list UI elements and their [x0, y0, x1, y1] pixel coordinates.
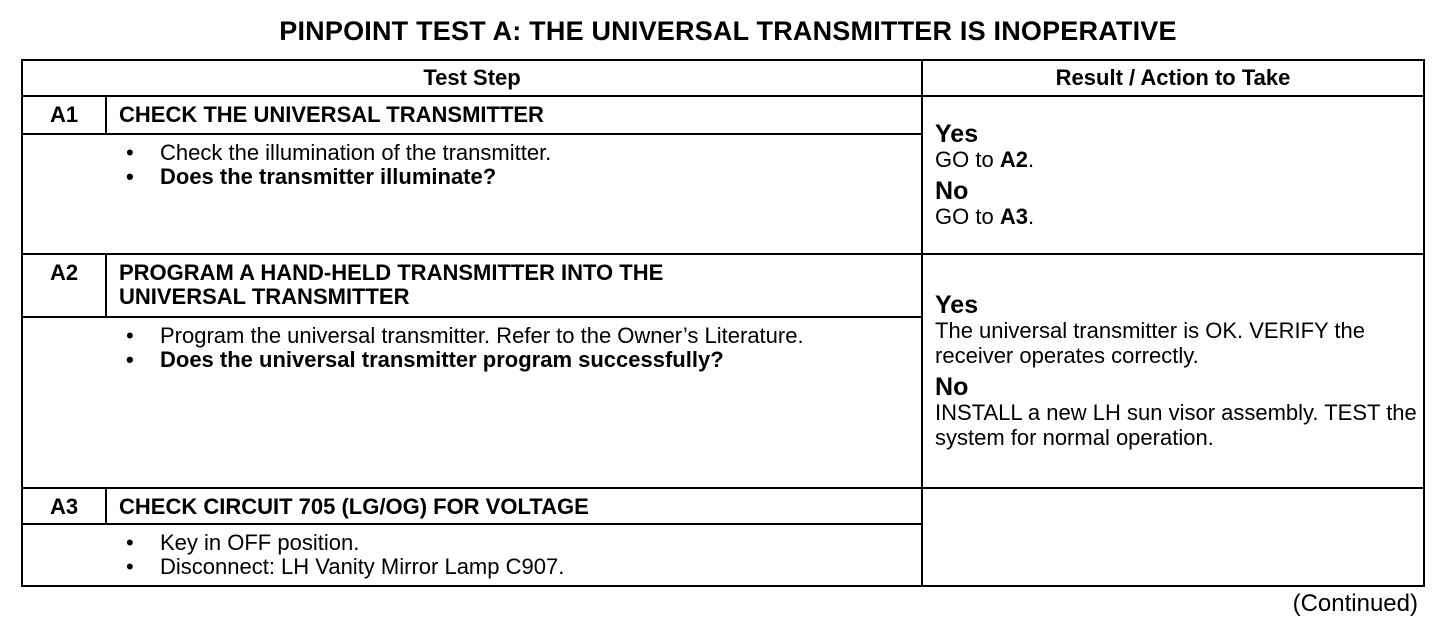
- step-title-row: [22, 488, 1424, 524]
- step-title: PROGRAM A HAND-HELD TRANSMITTER INTO THE UNIVERSAL TRANSMITTER: [106, 254, 922, 317]
- step-title-row: [22, 254, 1424, 317]
- bullet-list: [126, 141, 921, 189]
- bullet-question: • Does the universal transmitter program successfully?: [126, 348, 821, 372]
- yes-label: Yes: [935, 291, 979, 319]
- pinpoint-test-table: [21, 59, 1425, 587]
- step-id: A3: [22, 488, 106, 524]
- step-ref: A3: [999, 204, 1028, 229]
- bullet-list: [126, 531, 921, 579]
- no-label: No: [935, 373, 969, 401]
- result-cell: [922, 96, 1424, 254]
- step-body: [106, 134, 922, 254]
- bullet-item: • Disconnect: LH Vanity Mirror Lamp C907.: [126, 555, 921, 579]
- continued-note: (Continued): [1292, 590, 1418, 617]
- step-id: A1: [22, 96, 106, 134]
- result-cell: [922, 254, 1424, 488]
- no-result: [935, 374, 1423, 450]
- no-action: INSTALL a new LH sun visor assembly. TEST the system for normal operation.: [935, 400, 1417, 450]
- step-id: A2: [22, 254, 106, 317]
- step-title: CHECK CIRCUIT 705 (LG/OG) FOR VOLTAGE: [106, 488, 922, 524]
- step-body: [106, 524, 922, 586]
- step-title-row: [22, 96, 1424, 134]
- step-title: CHECK THE UNIVERSAL TRANSMITTER: [106, 96, 922, 134]
- result-cell: [922, 488, 1424, 586]
- test-step-header: Test Step: [22, 60, 922, 96]
- yes-label: Yes: [935, 120, 979, 148]
- yes-result: [935, 121, 1423, 172]
- page-title: PINPOINT TEST A: THE UNIVERSAL TRANSMITTER IS INOPERATIVE: [279, 16, 1177, 46]
- bullet-item: • Program the universal transmitter. Refer to the Owner’s Literature.: [126, 324, 821, 348]
- bullet-list: [126, 324, 821, 372]
- step-body: [106, 317, 922, 488]
- no-label: No: [935, 177, 969, 205]
- yes-action: GO to A2.: [935, 147, 1035, 172]
- bullet-item: • Check the illumination of the transmitter.: [126, 141, 921, 165]
- no-result: [935, 178, 1423, 229]
- step-ref: A2: [999, 147, 1028, 172]
- header-row: [22, 60, 1424, 96]
- bullet-item: • Key in OFF position.: [126, 531, 921, 555]
- no-action: GO to A3.: [935, 204, 1035, 229]
- yes-result: [935, 292, 1423, 368]
- result-header: Result / Action to Take: [922, 60, 1424, 96]
- yes-action: The universal transmitter is OK. VERIFY the receiver operates correctly.: [935, 318, 1365, 368]
- bullet-question: • Does the transmitter illuminate?: [126, 165, 921, 189]
